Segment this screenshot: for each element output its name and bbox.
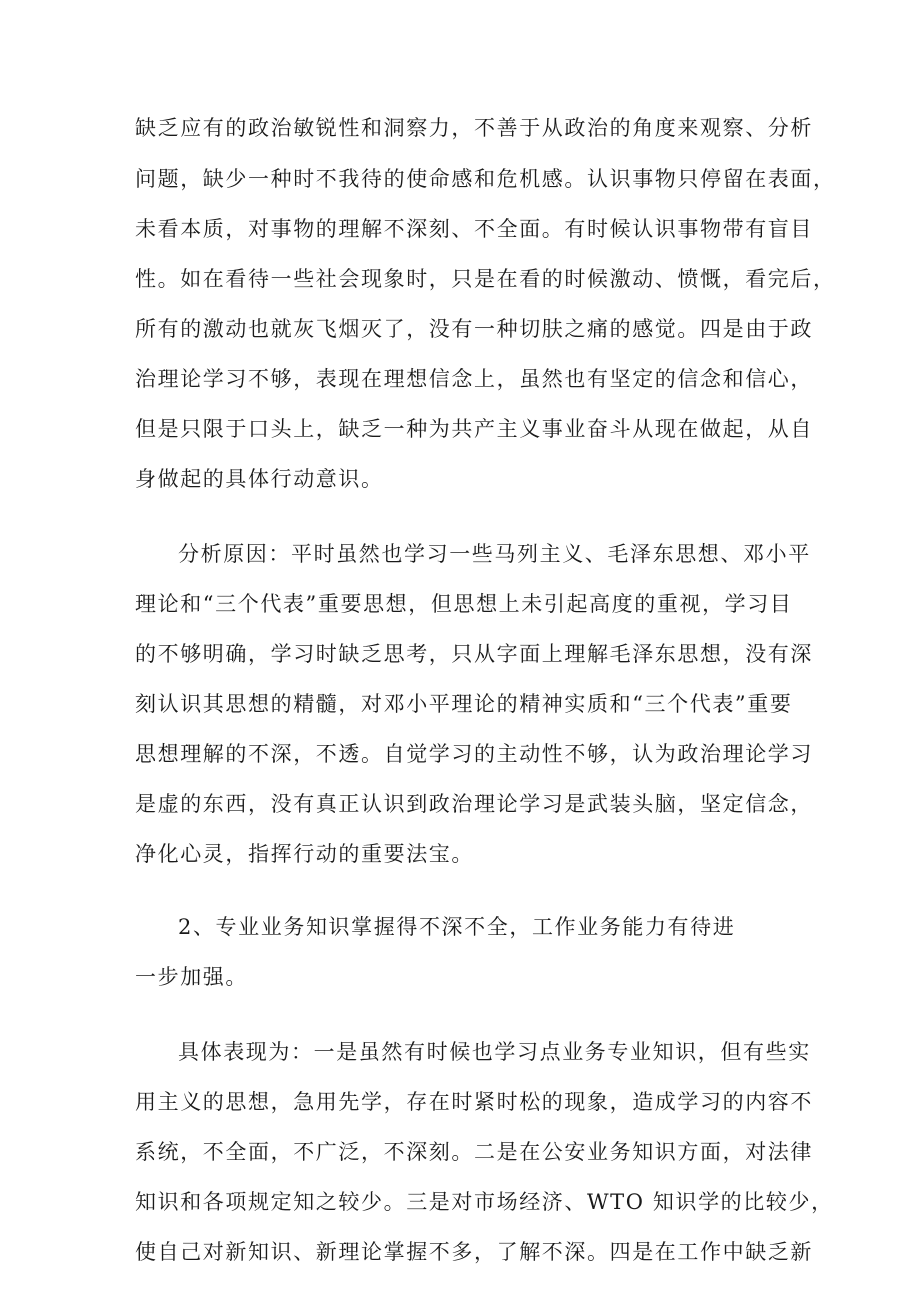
text-line: 用主义的思想，急用先学，存在时紧时松的现象，造成学习的内容不 <box>135 1090 813 1114</box>
text-line: 但是只限于口头上，缺乏一种为共产主义事业奋斗从现在做起，从自 <box>135 417 813 441</box>
text-line: 未看本质，对事物的理解不深刻、不全面。有时候认识事物带有盲目 <box>135 217 813 241</box>
text-line: 具体表现为：一是虽然有时候也学习点业务专业知识，但有些实 <box>178 1040 811 1064</box>
text-line: 所有的激动也就灰飞烟灭了，没有一种切肤之痛的感觉。四是由于政 <box>135 317 813 341</box>
text-line: 理论和“三个代表”重要思想，但思想上未引起高度的重视，学习目 <box>135 592 793 616</box>
text-line: 性。如在看待一些社会现象时，只是在看的时候激动、愤慨，看完后， <box>135 267 836 291</box>
text-line: 刻认识其思想的精髓，对邓小平理论的精神实质和“三个代表”重要 <box>135 692 793 716</box>
text-line: 是虚的东西，没有真正认识到政治理论学习是武装头脑，坚定信念， <box>135 792 813 816</box>
text-line: 的不够明确，学习时缺乏思考，只从字面上理解毛泽东思想，没有深 <box>135 642 813 666</box>
text-line: 思想理解的不深，不透。自觉学习的主动性不够，认为政治理论学习 <box>135 742 813 766</box>
text-line: 使自己对新知识、新理论掌握不多，了解不深。四是在工作中缺乏新 <box>135 1240 813 1264</box>
section-heading-line: 2、专业业务知识掌握得不深不全，工作业务能力有待进 <box>178 915 736 939</box>
section-heading-line: 一步加强。 <box>135 965 248 989</box>
text-line: 缺乏应有的政治敏锐性和洞察力，不善于从政治的角度来观察、分析 <box>135 116 813 140</box>
text-line: 身做起的具体行动意识。 <box>135 467 384 491</box>
text-line: 分析原因：平时虽然也学习一些马列主义、毛泽东思想、邓小平 <box>178 542 811 566</box>
text-line: 问题，缺少一种时不我待的使命感和危机感。认识事物只停留在表面， <box>135 167 836 191</box>
text-line: 知识和各项规定知之较少。三是对市场经济、WTO 知识学的比较少， <box>135 1190 834 1214</box>
text-line: 净化心灵，指挥行动的重要法宝。 <box>135 842 474 866</box>
text-line: 治理论学习不够，表现在理想信念上，虽然也有坚定的信念和信心， <box>135 367 813 391</box>
text-line: 系统，不全面，不广泛，不深刻。二是在公安业务知识方面，对法律 <box>135 1140 813 1164</box>
